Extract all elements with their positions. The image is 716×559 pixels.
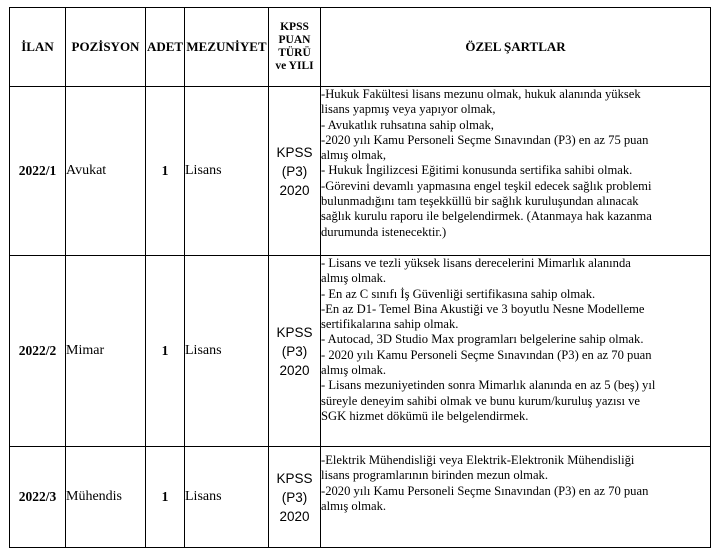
special-conditions — [321, 447, 711, 548]
position-name: Avukat — [66, 87, 146, 256]
header-kpss — [269, 8, 321, 87]
header-row — [10, 8, 711, 87]
table-row — [10, 256, 711, 447]
condition-line: - Autocad, 3D Studio Max programları belgelerine sahip olmak. — [321, 332, 644, 347]
header-kpss-line: TÜRÜ — [278, 47, 311, 59]
kpss-line: 2020 — [279, 182, 310, 198]
special-conditions — [321, 256, 711, 447]
condition-line: -Hukuk Fakültesi lisans mezunu olmak, hukuk alanında yüksek — [321, 87, 641, 101]
kpss-line: 2020 — [279, 362, 310, 378]
kpss-line: (P3) — [281, 343, 308, 359]
kpss-type — [269, 447, 321, 548]
condition-line: -Görevini devamlı yapmasına engel teşkil edecek sağlık problemi — [321, 178, 652, 193]
graduation-level: Lisans — [185, 87, 269, 256]
header-kpss-line: KPSS — [280, 21, 309, 33]
condition-line: - Avukatlık ruhsatına sahip olmak, — [321, 117, 494, 132]
kpss-type — [269, 87, 321, 256]
position-count: 1 — [146, 256, 185, 447]
condition-line: süreyle deneyim sahibi olmak ve bunu kurum/kuruluş yazısı ve — [321, 393, 640, 408]
header-kpss-line: ve YILI — [275, 60, 314, 72]
header-ozel-sartlar: ÖZEL ŞARTLAR — [321, 8, 711, 87]
graduation-level: Lisans — [185, 447, 269, 548]
condition-line: - Hukuk İngilizcesi Eğitimi konusunda sertifika sahibi olmak. — [321, 163, 633, 178]
kpss-line: KPSS — [276, 144, 313, 160]
kpss-type — [269, 256, 321, 447]
condition-line: sağlık kurulu raporu ile belgelendirmek. (Atanmaya hak kazanma — [321, 209, 652, 224]
condition-line: - En az C sınıfı İş Güvenliği sertifikasına sahip olmak. — [321, 286, 596, 301]
kpss-line: KPSS — [276, 470, 313, 486]
condition-line: -2020 yılı Kamu Personeli Seçme Sınavından (P3) en az 75 puan — [321, 132, 649, 147]
kpss-line: (P3) — [281, 489, 308, 505]
condition-line: -2020 yılı Kamu Personeli Seçme Sınavından (P3) en az 70 puan — [321, 483, 649, 498]
kpss-line: 2020 — [279, 508, 310, 524]
ilan-number: 2022/3 — [10, 447, 66, 548]
position-count: 1 — [146, 87, 185, 256]
position-name: Mimar — [66, 256, 146, 447]
header-pozisyon: POZİSYON — [66, 8, 146, 87]
kpss-line: (P3) — [281, 163, 308, 179]
condition-line: bulunmadığını tam teşekküllü bir sağlık kuruluşundan alınacak — [321, 194, 639, 209]
table-row — [10, 447, 711, 548]
position-count: 1 — [146, 447, 185, 548]
header-ilan: İLAN — [10, 8, 66, 87]
condition-line: almış olmak. — [321, 363, 387, 378]
header-mezuniyet: MEZUNİYET — [185, 8, 269, 87]
condition-line: - Lisans ve tezli yüksek lisans derecelerini Mimarlık alanında — [321, 256, 631, 270]
ilan-number: 2022/1 — [10, 87, 66, 256]
condition-line: - Lisans mezuniyetinden sonra Mimarlık alanında en az 5 (beş) yıl — [321, 378, 656, 393]
condition-line: -En az D1- Temel Bina Akustiği ve 3 boyutlu Nesne Modelleme — [321, 301, 645, 316]
job-listing-table — [9, 7, 711, 548]
special-conditions — [321, 87, 711, 256]
condition-line: lisans programlarının birinden mezun olmak. — [321, 468, 548, 483]
ilan-number: 2022/2 — [10, 256, 66, 447]
table-row — [10, 87, 711, 256]
condition-line: almış olmak. — [321, 498, 387, 513]
graduation-level: Lisans — [185, 256, 269, 447]
condition-line: -Elektrik Mühendisliği veya Elektrik-Elektronik Mühendisliği — [321, 453, 635, 467]
condition-line: almış olmak. — [321, 271, 387, 286]
kpss-line: KPSS — [276, 324, 313, 340]
position-name: Mühendis — [66, 447, 146, 548]
condition-line: durumunda istenecektir.) — [321, 224, 447, 239]
condition-line: sertifikalarına sahip olmak. — [321, 317, 459, 332]
header-adet: ADET — [146, 8, 185, 87]
condition-line: - 2020 yılı Kamu Personeli Seçme Sınavından (P3) en az 70 puan — [321, 347, 652, 362]
condition-line: SGK hizmet dökümü ile belgelendirmek. — [321, 408, 529, 423]
condition-line: almış olmak, — [321, 148, 387, 163]
header-kpss-line: PUAN — [278, 34, 311, 46]
condition-line: lisans yapmış veya yapıyor olmak, — [321, 102, 496, 117]
